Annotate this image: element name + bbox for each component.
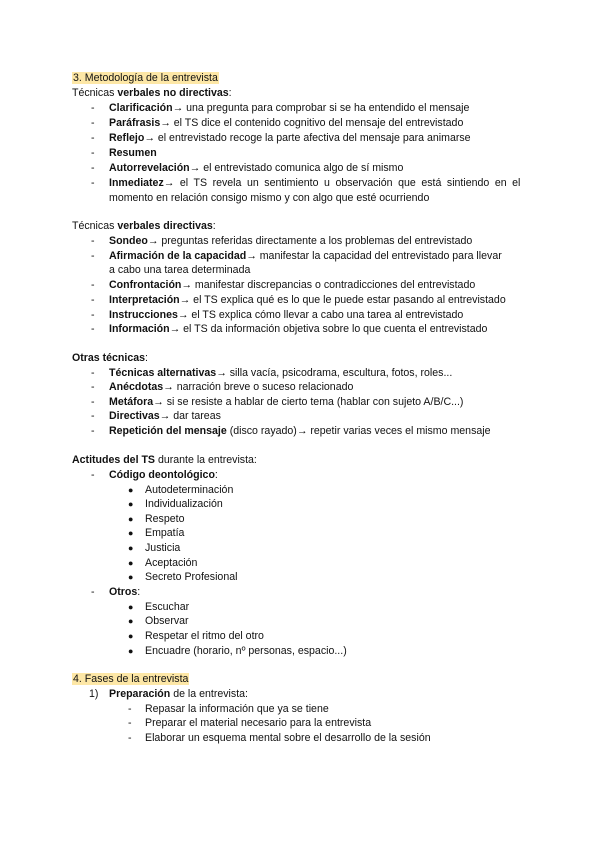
section-4-title: 4. Fases de la entrevista bbox=[73, 673, 189, 685]
list-item-continuation: a cabo una tarea determinada bbox=[109, 264, 251, 276]
section-4-heading bbox=[72, 673, 189, 686]
actitudes-heading: Actitudes del TS durante la entrevista: bbox=[72, 454, 257, 466]
document-page: 3. Metodología de la entrevista Técnicas verbales no directivas: - Clarificación→ una pregunta para comprobar si se ha entendido el mensaje - Paráfrasis→ el TS dice el contenido cognitivo del mensaje del entrevistado - Reflejo→ el entrevistado recoge la parte afectiva del mensaje para animarse - Resumen - Autorrevelación→ el entrevistado comunica algo de sí mismo - Inmediatez→ el TS revela un sentimiento u observación que está sintiendo en el momento en relación consigo mismo y con algo que esté ocurriendo Técnicas verbales directivas: - Sondeo→ preguntas referidas directamente a los problemas del entrevistado - Afirmación de la capacidad→ manifestar la capacidad del entrevistado para llevar a cabo una tarea determinada - Confrontación→ manifestar discrepancias o contradicciones del entrevistado - Interpretación→ el TS explica qué es lo que le puede estar pasando al entrevistado - Instrucciones→ el TS explica cómo llevar a cabo una tarea al entrevistado - Información→ el TS da información objetiva sobre lo que cuenta el entrevistado Otras técnicas: - Técnicas alternativas→ silla vacía, psicodrama, escultura, fotos, roles... - Anécdotas→ narración breve o suceso relacionado - Metáfora→ si se resiste a hablar de cierto tema (hablar con sujeto A/B/C...) - Directivas→ dar tareas - Repetición del mensaje (disco rayado)→ repetir varias veces el mismo mensaje Actitudes del TS durante la entrevista: - Código deontológico: ● Autodeterminación ● Individualización ● Respeto ● Empatía ● Justicia ● Aceptación ● Secreto Profesional - Otros: ● Escuchar ● Observar ● Respetar el ritmo del otro ● Encuadre (horario, nº personas, espacio...) 4. Fases de la entrevista 1) Preparación de la entrevista: - Repasar la información que ya se tiene - Preparar el material necesario para la entrevista - Elaborar un esquema mental sobre el desarrollo de la sesión bbox=[72, 72, 521, 744]
directivas-heading: Técnicas verbales directivas: bbox=[72, 220, 216, 232]
section-3-title: 3. Metodología de la entrevista bbox=[73, 72, 218, 84]
list-item-continuation: momento en relación consigo mismo y con algo que esté ocurriendo bbox=[109, 192, 430, 204]
section-3-heading bbox=[72, 72, 219, 85]
otras-heading: Otras técnicas: bbox=[72, 352, 148, 364]
no-directivas-heading: Técnicas verbales no directivas: bbox=[72, 87, 232, 99]
